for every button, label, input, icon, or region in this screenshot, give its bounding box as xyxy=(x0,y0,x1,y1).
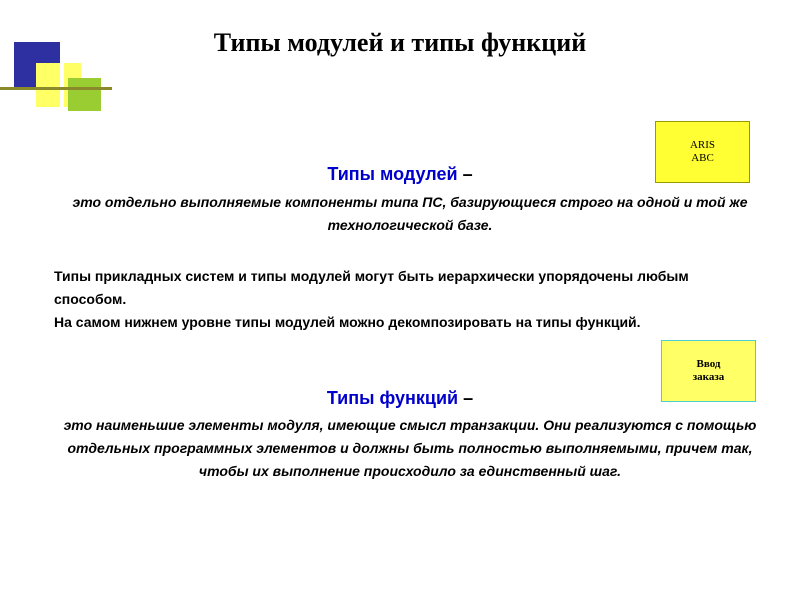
modules-heading-dash: – xyxy=(457,164,473,184)
aris-tag-line2: ABC xyxy=(691,152,714,164)
page-title: Типы модулей и типы функций xyxy=(213,28,587,57)
decorative-logo xyxy=(0,0,120,120)
logo-vertical-line xyxy=(60,22,64,116)
logo-horizontal-line xyxy=(0,87,112,90)
functions-heading-dash: – xyxy=(458,388,474,408)
functions-heading xyxy=(0,388,800,409)
functions-definition: это наименьшие элементы модуля, имеющие смысл транзакции. Они реализуются с помощью отдельных программных элементов и должны быть полностью выполняемыми, причем так, чтобы их выполнение происходило за единственный шаг. xyxy=(63,417,757,479)
functions-heading-text: Типы функций xyxy=(326,388,459,408)
logo-green-square xyxy=(68,78,101,111)
aris-tag-line1: ARIS xyxy=(689,139,716,151)
modules-heading xyxy=(0,164,800,185)
modules-definition: это отдельно выполняемые компоненты типа ПС, базирующиеся строго на одной и той же технологической базе. xyxy=(72,194,748,233)
order-tag-line2: заказа xyxy=(692,371,725,383)
body-paragraph-2: На самом нижнем уровне типы модулей можно декомпозировать на типы функций. xyxy=(54,314,641,330)
body-text xyxy=(54,265,694,334)
body-paragraph-1: Типы прикладных систем и типы модулей могут быть иерархически упорядочены любым способом. xyxy=(54,268,689,307)
order-tag-line1: Ввод xyxy=(696,358,721,370)
modules-heading-text: Типы модулей xyxy=(327,164,458,184)
